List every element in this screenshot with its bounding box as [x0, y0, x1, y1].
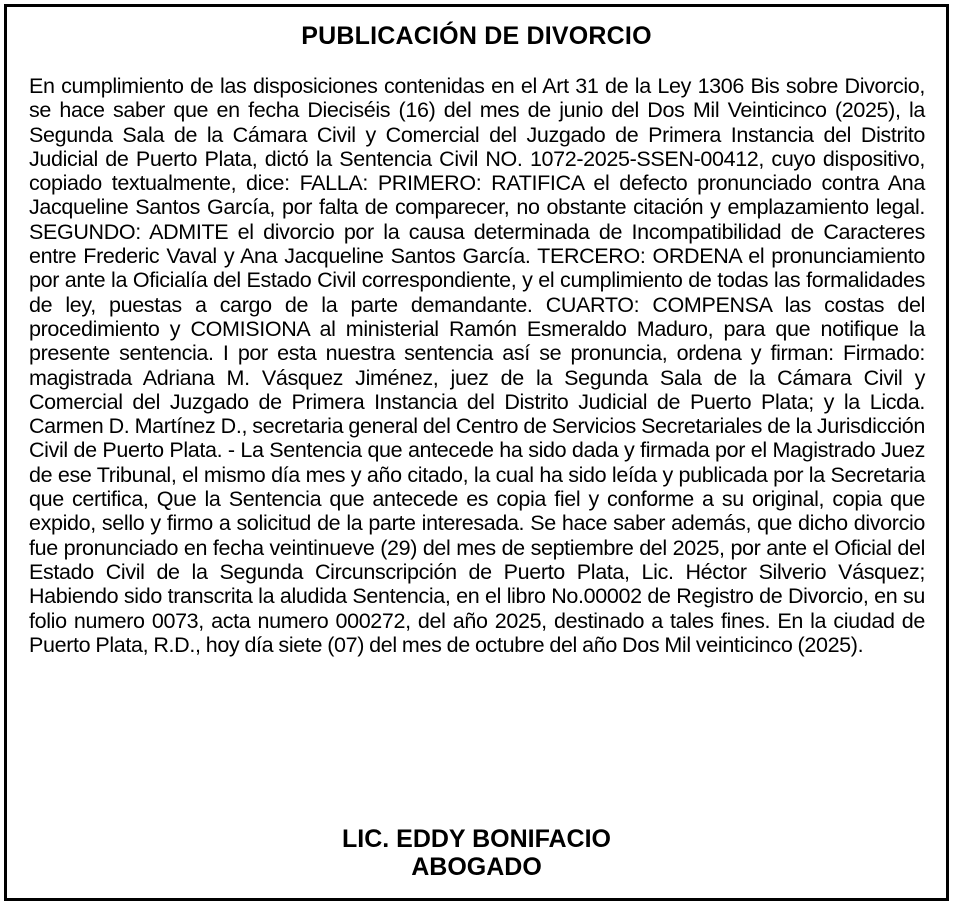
notice-body: En cumplimiento de las disposiciones contenidas en el Art 31 de la Ley 1306 Bis sobre Divorcio, se hace saber que en fecha Dieciséis (16) del mes de junio del Dos Mil Veinticinco (2025), la Segunda Sala de la Cámara Civil y Comercial del Juzgado de Primera Instancia del Distrito Judicial de Puerto Plata, dictó la Sentencia Civil NO. 1072-2025-SSEN-00412, cuyo dispositivo, copiado textualmente, dice: FALLA: PRIMERO: RATIFICA el defecto pronunciado contra Ana Jacqueline Santos García, por falta de comparecer, no obstante citación y emplazamiento legal. SEGUNDO: ADMITE el divorcio por la causa determinada de Incompatibilidad de Caracteres entre Frederic Vaval y Ana Jacqueline Santos García. TERCERO: ORDENA el pronunciamiento por ante la Oficialía del Estado Civil correspondiente, y el cumplimiento de todas las formalidades de ley, puestas a cargo de la parte demandante. CUARTO: COMPENSA las costas del procedimiento y COMISIONA al ministerial Ramón Esmeraldo Maduro, para que notifique la presente sentencia. I por esta nuestra sentencia así se pronuncia, ordena y firman: Firmado: magistrada Adriana M. Vásquez Jiménez, juez de la Segunda Sala de la Cámara Civil y Comercial del Juzgado de Primera Instancia del Distrito Judicial de Puerto Plata; y la Licda. Carmen D. Martínez D., secretaria general del Centro de Servicios Secretariales de la Jurisdicción Civil de Puerto Plata. - La Sentencia que antecede ha sido dada y firmada por el Magistrado Juez de ese Tribunal, el mismo día mes y año citado, la cual ha sido leída y publicada por la Secretaria que certifica, Que la Sentencia que antecede es copia fiel y conforme a su original, copia que expido, sello y firmo a solicitud de la parte interesada. Se hace saber además, que dicho divorcio fue pronunciado en fecha veintinueve (29) del mes de septiembre del 2025, por ante el Oficial del Estado Civil de la Segunda Circunscripción de Puerto Plata, Lic. Héctor Silverio Vásquez; Habiendo sido transcrita la aludida Sentencia, en el libro No.00002 de Registro de Divorcio, en su folio numero 0073, acta numero 000272, del año 2025, destinado a tales fines. En la ciudad de Puerto Plata, R.D., hoy día siete (07) del mes de octubre del año Dos Mil veinticinco (2025).	[29, 74, 925, 657]
signature-block	[7, 825, 946, 881]
signature-role: ABOGADO	[411, 853, 542, 881]
signature-name: LIC. EDDY BONIFACIO	[341, 825, 611, 853]
divorce-notice	[4, 4, 949, 901]
notice-title: PUBLICACIÓN DE DIVORCIO	[301, 22, 652, 50]
